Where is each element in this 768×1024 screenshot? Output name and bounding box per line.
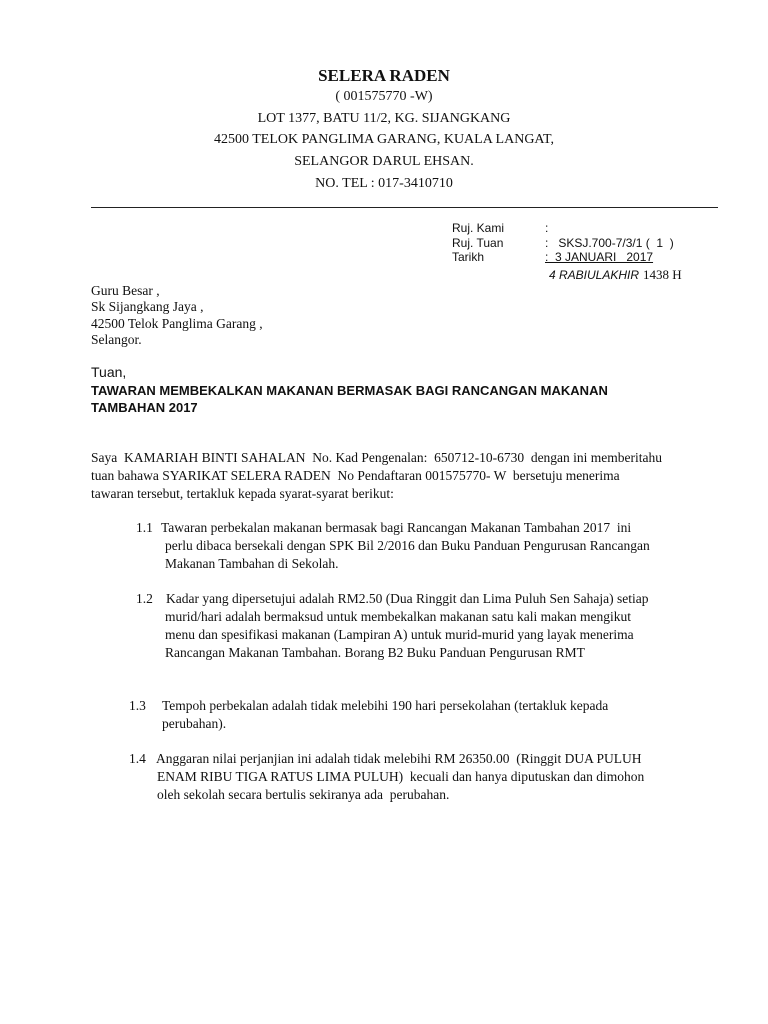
recipient-line-2: Sk Sijangkang Jaya , — [91, 299, 204, 314]
clause-1-4-line-2: ENAM RIBU TIGA RATUS LIMA PULUH) kecuali dan hanya diputuskan dan dimohon — [157, 769, 645, 784]
recipient-line-1: Guru Besar , — [91, 283, 160, 298]
address-line-3: SELANGOR DARUL EHSAN. — [294, 154, 474, 169]
address-line-2: 42500 TELOK PANGLIMA GARANG, KUALA LANGAT, — [213, 132, 555, 147]
header-divider — [91, 207, 718, 208]
tarikh-value: : 3 JANUARI 2017 — [545, 250, 654, 264]
ruj-kami-label: Ruj. Kami — [452, 221, 505, 235]
clause-1-4-number: 1.4 — [129, 751, 146, 766]
intro-line-1: Saya KAMARIAH BINTI SAHALAN No. Kad Pengenalan: 650712-10-6730 dengan ini memberitahu — [91, 450, 663, 465]
clause-1-4-line-3: oleh sekolah secara bertulis sekiranya ada perubahan. — [157, 787, 450, 802]
clause-1-2-line-3: menu dan spesifikasi makanan (Lampiran A) untuk murid-murid yang layak menerima — [165, 627, 634, 642]
clause-1-2-line-1: Kadar yang dipersetujui adalah RM2.50 (Dua Ringgit dan Lima Puluh Sen Sahaja) setiap — [166, 591, 649, 606]
clause-1-3-line-2: perubahan). — [162, 716, 227, 731]
clause-1-4-line-1: Anggaran nilai perjanjian ini adalah tidak melebihi RM 26350.00 (Ringgit DUA PULUH — [156, 751, 642, 766]
clause-1-1-number: 1.1 — [136, 520, 153, 535]
clause-1-3-number: 1.3 — [129, 698, 146, 713]
clause-1-1-line-3: Makanan Tambahan di Sekolah. — [165, 556, 339, 571]
ruj-tuan-label: Ruj. Tuan — [452, 236, 504, 250]
recipient-line-3: 42500 Telok Panglima Garang , — [91, 316, 263, 331]
company-registration: ( 001575770 -W) — [335, 89, 433, 104]
ruj-kami-value: : — [545, 221, 549, 235]
intro-line-2: tuan bahawa SYARIKAT SELERA RADEN No Pendaftaran 001575770- W bersetuju menerima — [91, 468, 620, 483]
address-line-1: LOT 1377, BATU 11/2, KG. SIJANGKANG — [257, 111, 511, 126]
clause-1-3-line-1: Tempoh perbekalan adalah tidak melebihi 190 hari persekolahan (tertakluk kepada — [162, 698, 609, 713]
clause-1-2-line-2: murid/hari adalah bermaksud untuk membekalkan makanan satu kali makan mengikut — [165, 609, 631, 624]
hijri-day-month: 4 RABIULAKHIR — [549, 268, 640, 282]
ruj-tuan-value: : SKSJ.700-7/3/1 ( 1 ) — [545, 236, 674, 250]
clause-1-1-line-1: Tawaran perbekalan makanan bermasak bagi Rancangan Makanan Tambahan 2017 ini — [161, 520, 632, 535]
phone-number: NO. TEL : 017-3410710 — [315, 176, 453, 191]
recipient-line-4: Selangor. — [91, 332, 142, 347]
salutation: Tuan, — [91, 364, 127, 380]
tarikh-label: Tarikh — [452, 250, 485, 264]
clause-1-2-line-4: Rancangan Makanan Tambahan. Borang B2 Buku Panduan Pengurusan RMT — [165, 645, 585, 660]
subject-line-2: TAMBAHAN 2017 — [91, 400, 198, 415]
company-name: SELERA RADEN — [318, 66, 450, 85]
intro-line-3: tawaran tersebut, tertakluk kepada syarat-syarat berikut: — [91, 486, 394, 501]
clause-1-1-line-2: perlu dibaca bersekali dengan SPK Bil 2/2016 dan Buku Panduan Pengurusan Rancangan — [165, 538, 650, 553]
clause-1-2-number: 1.2 — [136, 591, 153, 606]
subject-line-1: TAWARAN MEMBEKALKAN MAKANAN BERMASAK BAGI RANCANGAN MAKANAN — [91, 383, 608, 398]
hijri-date — [549, 266, 682, 284]
hijri-year: 1438 H — [643, 267, 682, 282]
